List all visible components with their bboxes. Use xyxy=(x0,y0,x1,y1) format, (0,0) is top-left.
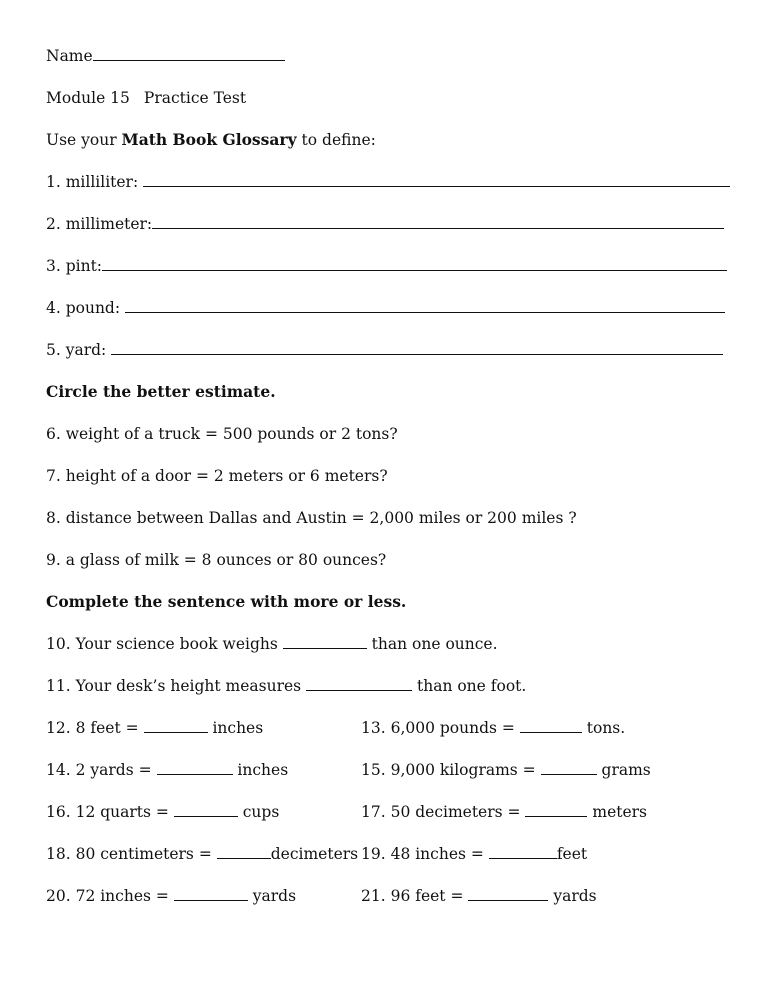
item-text: 14. 2 yards = xyxy=(46,761,157,779)
item-text: meters xyxy=(587,803,648,821)
conversion-14 xyxy=(46,760,288,780)
item-text: 11. Your desk’s height measures xyxy=(46,677,307,695)
item-text: 21. 96 feet = xyxy=(361,887,469,905)
conversion-20 xyxy=(46,886,296,906)
item-text: 10. Your science book weighs xyxy=(46,635,283,653)
item-text: tons. xyxy=(581,719,626,737)
estimate-item-6[interactable]: 6. weight of a truck = 500 pounds or 2 tons? xyxy=(46,425,398,443)
conversion-21 xyxy=(361,886,597,906)
definition-blank[interactable] xyxy=(102,256,727,271)
answer-blank[interactable] xyxy=(157,760,233,775)
item-text: inches xyxy=(232,761,289,779)
item-text: 15. 9,000 kilograms = xyxy=(361,761,541,779)
estimate-item-8[interactable]: 8. distance between Dallas and Austin = 2,000 miles or 200 miles ? xyxy=(46,509,577,527)
instructions xyxy=(46,130,376,150)
answer-blank[interactable] xyxy=(520,718,582,733)
estimate-item-7[interactable]: 7. height of a door = 2 meters or 6 meters? xyxy=(46,467,388,485)
definition-blank[interactable] xyxy=(143,172,730,187)
answer-blank[interactable] xyxy=(468,886,548,901)
item-text: 17. 50 decimeters = xyxy=(361,803,526,821)
conversion-18 xyxy=(46,844,358,864)
definition-5 xyxy=(46,340,723,360)
more-less-heading: Complete the sentence with more or less. xyxy=(46,592,407,611)
answer-blank[interactable] xyxy=(283,634,367,649)
item-text: 16. 12 quarts = xyxy=(46,803,174,821)
conversion-13 xyxy=(361,718,625,738)
answer-blank[interactable] xyxy=(217,844,271,859)
name-label: Name xyxy=(46,47,93,65)
definition-4 xyxy=(46,298,725,318)
item-text: 12. 8 feet = xyxy=(46,719,144,737)
item-text: than one ounce. xyxy=(366,635,498,653)
instructions-suffix: to define: xyxy=(296,131,376,149)
module-label: Module 15 xyxy=(46,89,130,107)
more-less-item-10 xyxy=(46,634,498,654)
item-text: yards xyxy=(548,887,597,905)
item-text: 18. 80 centimeters = xyxy=(46,845,217,863)
item-text: decimeters xyxy=(270,845,359,863)
item-text: 13. 6,000 pounds = xyxy=(361,719,520,737)
item-text: cups xyxy=(237,803,280,821)
definition-label: 1. milliliter: xyxy=(46,173,144,191)
definition-3 xyxy=(46,256,727,276)
name-blank[interactable] xyxy=(93,46,285,61)
answer-blank[interactable] xyxy=(144,718,208,733)
estimate-heading: Circle the better estimate. xyxy=(46,382,276,401)
answer-blank[interactable] xyxy=(174,886,248,901)
instructions-emphasis: Math Book Glossary xyxy=(121,130,297,149)
definition-blank[interactable] xyxy=(152,214,724,229)
conversion-19 xyxy=(361,844,587,864)
estimate-item-9[interactable]: 9. a glass of milk = 8 ounces or 80 ounces? xyxy=(46,551,387,569)
definition-label: 4. pound: xyxy=(46,299,126,317)
answer-blank[interactable] xyxy=(174,802,238,817)
conversion-17 xyxy=(361,802,647,822)
item-text: yards xyxy=(247,887,297,905)
item-text: grams xyxy=(596,761,651,779)
module-line xyxy=(46,88,246,108)
item-text: 20. 72 inches = xyxy=(46,887,174,905)
definition-2 xyxy=(46,214,724,234)
definition-label: 5. yard: xyxy=(46,341,112,359)
item-text: feet xyxy=(556,845,588,863)
definition-blank[interactable] xyxy=(111,340,723,355)
definition-1 xyxy=(46,172,730,192)
definition-label: 2. millimeter: xyxy=(46,215,153,233)
more-less-item-11 xyxy=(46,676,526,696)
definition-blank[interactable] xyxy=(125,298,725,313)
answer-blank[interactable] xyxy=(525,802,587,817)
name-line xyxy=(46,46,285,66)
instructions-prefix: Use your xyxy=(46,131,122,149)
conversion-12 xyxy=(46,718,263,738)
definition-label: 3. pint: xyxy=(46,257,103,275)
answer-blank[interactable] xyxy=(541,760,597,775)
item-text: inches xyxy=(207,719,264,737)
answer-blank[interactable] xyxy=(489,844,557,859)
conversion-16 xyxy=(46,802,279,822)
item-text: 19. 48 inches = xyxy=(361,845,489,863)
conversion-15 xyxy=(361,760,651,780)
item-text: than one foot. xyxy=(412,677,527,695)
answer-blank[interactable] xyxy=(306,676,412,691)
test-title: Practice Test xyxy=(143,89,247,107)
